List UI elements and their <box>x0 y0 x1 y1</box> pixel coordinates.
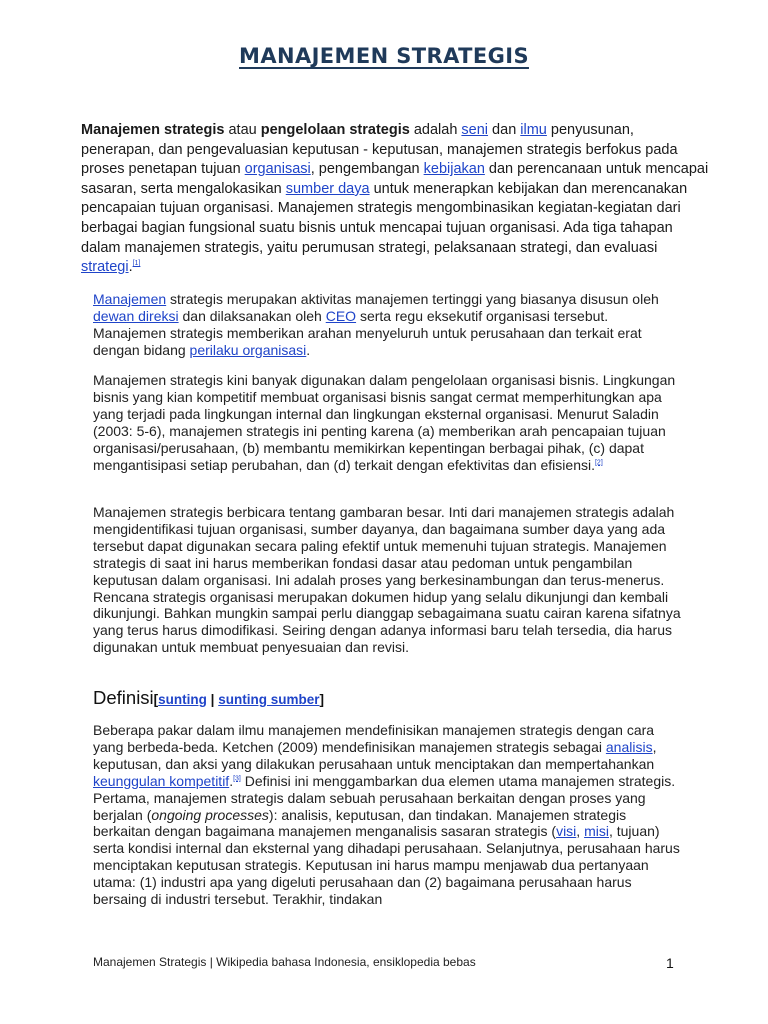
link-perilaku-organisasi[interactable]: perilaku organisasi <box>189 341 307 358</box>
link-strategi[interactable]: strategi <box>81 259 129 276</box>
paragraph-1: Manajemen strategis merupakan aktivitas manajemen tertinggi yang biasanya disusun oleh dewan direksi dan dilaksanakan oleh CEO serta regu eksekutif organisasi tersebut. Manajemen strategis memberikan arahan menyeluruh untuk perusahaan dan terkait erat dengan bidang perilaku organisasi. <box>93 291 659 358</box>
page-title: MANAJEMEN STRATEGIS <box>239 44 529 68</box>
intro-paragraph: Manajemen strategis atau pengelolaan strategis adalah seni dan ilmu penyusunan, penerapan, dan pengevaluasian keputusan - keputusan, manajemen strategis berfokus pada proses penetapan tujuan organisasi, pengembangan kebijakan dan perencanaan untuk mencapai sasaran, serta mengalokasikan sumber daya untuk menerapkan kebijakan dan merencanakan pencapaian tujuan organisasi. Manajemen strategis mengombinasikan kegiatan-kegiatan dari berbagai bagian fungsional suatu bisnis untuk mencapai tujuan organisasi. Ada tiga tahapan dalam manajemen strategis, yaitu perumusan strategi, pelaksanaan strategi, dan evaluasi strategi.[1] <box>81 122 709 276</box>
link-misi[interactable]: misi <box>584 823 609 840</box>
link-kebijakan[interactable]: kebijakan <box>423 161 485 178</box>
link-keunggulan-kompetitif[interactable]: keunggulan kompetitif <box>93 772 230 789</box>
section-heading-definisi: Definisi[sunting | sunting sumber] <box>93 687 324 708</box>
link-ceo[interactable]: CEO <box>325 307 357 324</box>
paragraph-2: Manajemen strategis kini banyak digunakan dalam pengelolaan organisasi bisnis. Lingkungan bisnis yang kian kompetitif membuat organisasi bisnis sangat cermat memperhitungkan apa yang terjadi pada lingkungan internal dan lingkungan eksternal organisasi. Menurut Saladin (2003: 5-6), manajemen strategis ini penting karena (a) memberikan arah pencapaian tujuan organisasi/perusahaan, (b) membantu memikirkan kepentingan berbagai pihak, (c) dapat mengantisipasi setiap perubahan, dan (d) terkait dengan efektivitas dan efisiensi.[2] <box>93 372 676 473</box>
link-visi[interactable]: visi <box>556 823 577 840</box>
reference-1-link[interactable]: [1] <box>132 260 141 268</box>
reference-2-link[interactable]: [2] <box>594 458 603 466</box>
paragraph-3: Manajemen strategis berbicara tentang gambaran besar. Inti dari manajemen strategis adalah mengidentifikasi tujuan organisasi, sumber dayanya, dan bagaimana sumber daya yang ada tersebut dapat digunakan secara paling efektif untuk memenuhi tujuan strategis. Manajemen strategis di saat ini harus memberikan fondasi dasar atau pedoman untuk pengambilan keputusan dalam organisasi. Ini adalah proses yang berkesinambungan dan terus-menerus. Rencana strategis organisasi merupakan dokumen hidup yang selalu dikunjungi dan kembali dikunjungi. Bahkan mungkin sampai perlu dianggap sebagaimana suatu cairan karena sifatnya yang terus harus dimodifikasi. Seiring dengan adanya informasi baru telah tersedia, dia harus digunakan untuk membuat penyesuaian dan revisi. <box>93 504 681 656</box>
reference-3-link[interactable]: [3] <box>233 775 241 783</box>
link-seni[interactable]: seni <box>461 122 489 138</box>
link-organisasi[interactable]: organisasi <box>244 161 311 178</box>
edit-section-link[interactable]: sunting <box>158 692 207 707</box>
bold-term: pengelolaan strategis <box>260 122 410 138</box>
bold-term: Manajemen strategis <box>81 122 225 138</box>
link-manajemen[interactable]: Manajemen <box>93 291 167 307</box>
link-dewan-direksi[interactable]: dewan direksi <box>93 307 179 324</box>
page-number: 1 <box>666 955 674 971</box>
edit-links: [sunting | sunting sumber] <box>153 692 324 707</box>
edit-source-link[interactable]: sunting sumber <box>218 692 320 707</box>
link-sumber-daya[interactable]: sumber daya <box>285 180 370 197</box>
page-footer: Manajemen Strategis | Wikipedia bahasa Indonesia, ensiklopedia bebas <box>93 955 476 969</box>
link-ilmu[interactable]: ilmu <box>520 122 547 138</box>
link-analisis[interactable]: analisis <box>605 738 653 755</box>
paragraph-4: Beberapa pakar dalam ilmu manajemen mendefinisikan manajemen strategis dengan cara yang berbeda-beda. Ketchen (2009) mendefinisikan manajemen strategis sebagai analisis, keputusan, dan aksi yang dilakukan perusahaan untuk menciptakan dan mempertahankan keunggulan kompetitif.[3] Definisi ini menggambarkan dua elemen utama manajemen strategis. Pertama, manajemen strategis dalam sebuah perusahaan berkaitan dengan proses yang berjalan (ongoing processes): analisis, keputusan, dan tindakan. Manajemen strategis berkaitan dengan bagaimana manajemen menganalisis sasaran strategis (visi, misi, tujuan) serta kondisi internal dan eksternal yang dihadapi perusahaan. Selanjutnya, perusahaan harus menciptakan keputusan strategis. Keputusan ini harus mampu menjawab dua pertanyaan utama: (1) industri apa yang digeluti perusahaan dan (2) bagaimana perusahaan harus bersaing di industri tersebut. Terakhir, tindakan <box>93 722 680 908</box>
